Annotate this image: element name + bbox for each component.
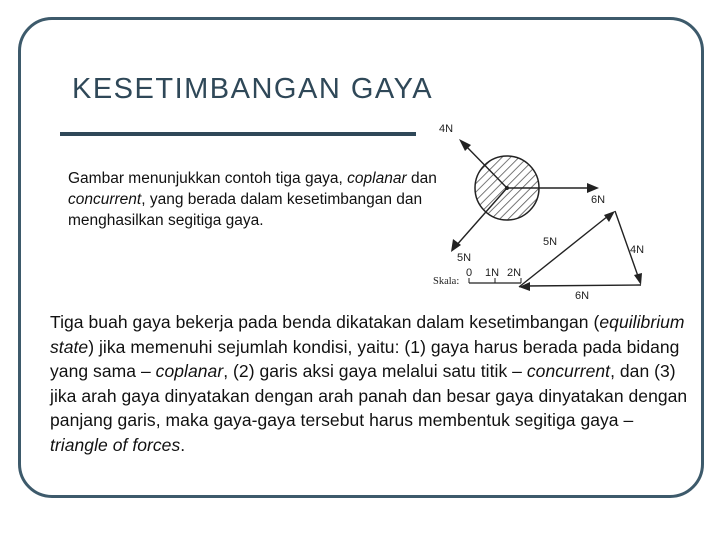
triangle-arrowhead-5n (604, 211, 615, 222)
triangle-label-6n: 6N (575, 290, 590, 302)
label-6n: 6N (591, 194, 606, 206)
text-run: , dan (3) jika arah gaya dinyatakan dengan arah panah dan besar gaya dinyatakan dengan panjang garis, maka gaya-gaya tersebut harus membentuk segitiga gaya – (50, 361, 688, 430)
title-underline (60, 132, 416, 136)
emphasis-term: coplanar (155, 361, 224, 381)
text-run: , (2) garis aksi gaya melalui satu titik – (223, 361, 527, 381)
emphasis-term: triangle of forces (50, 434, 181, 455)
intro-paragraph (68, 168, 438, 231)
slide-title: KESETIMBANGAN GAYA (72, 73, 434, 105)
force-arrowhead-6n (587, 183, 599, 193)
scale-tick-label-0: 0 (466, 267, 473, 279)
emphasis-term: concurrent (526, 361, 611, 381)
triangle-side-6n (525, 285, 641, 286)
label-5n: 5N (457, 252, 472, 264)
scale-label: Skala: (433, 276, 460, 287)
text-run: ) jika memenuhi sejumlah kondisi, yaitu: (1) gaya harus berada pada bidang yang sama – (50, 336, 680, 381)
scale-tick-label-2n: 2N (507, 267, 522, 279)
text-run: Gambar menunjukkan contoh tiga gaya, (68, 170, 348, 187)
text-run: Tiga buah gaya bekerja pada benda dikatakan dalam kesetimbangan ( (50, 312, 600, 332)
body-paragraph (50, 310, 690, 457)
text-run: , yang berada dalam kesetimbangan dan menghasilkan segitiga gaya. (68, 191, 423, 229)
triangle-label-4n: 4N (630, 244, 645, 256)
label-4n: 4N (439, 123, 454, 135)
emphasis-term: coplanar (347, 170, 407, 187)
triangle-side-5n (519, 216, 608, 287)
force-diagram (425, 115, 665, 305)
triangle-label-5n: 5N (543, 236, 558, 248)
scale-tick-label-1n: 1N (485, 267, 500, 279)
text-run: . (180, 434, 186, 455)
emphasis-term: equilibrium state (50, 312, 685, 357)
emphasis-term: concurrent (68, 191, 142, 208)
text-run: dan (406, 170, 437, 187)
triangle-arrowhead-4n (634, 273, 642, 285)
